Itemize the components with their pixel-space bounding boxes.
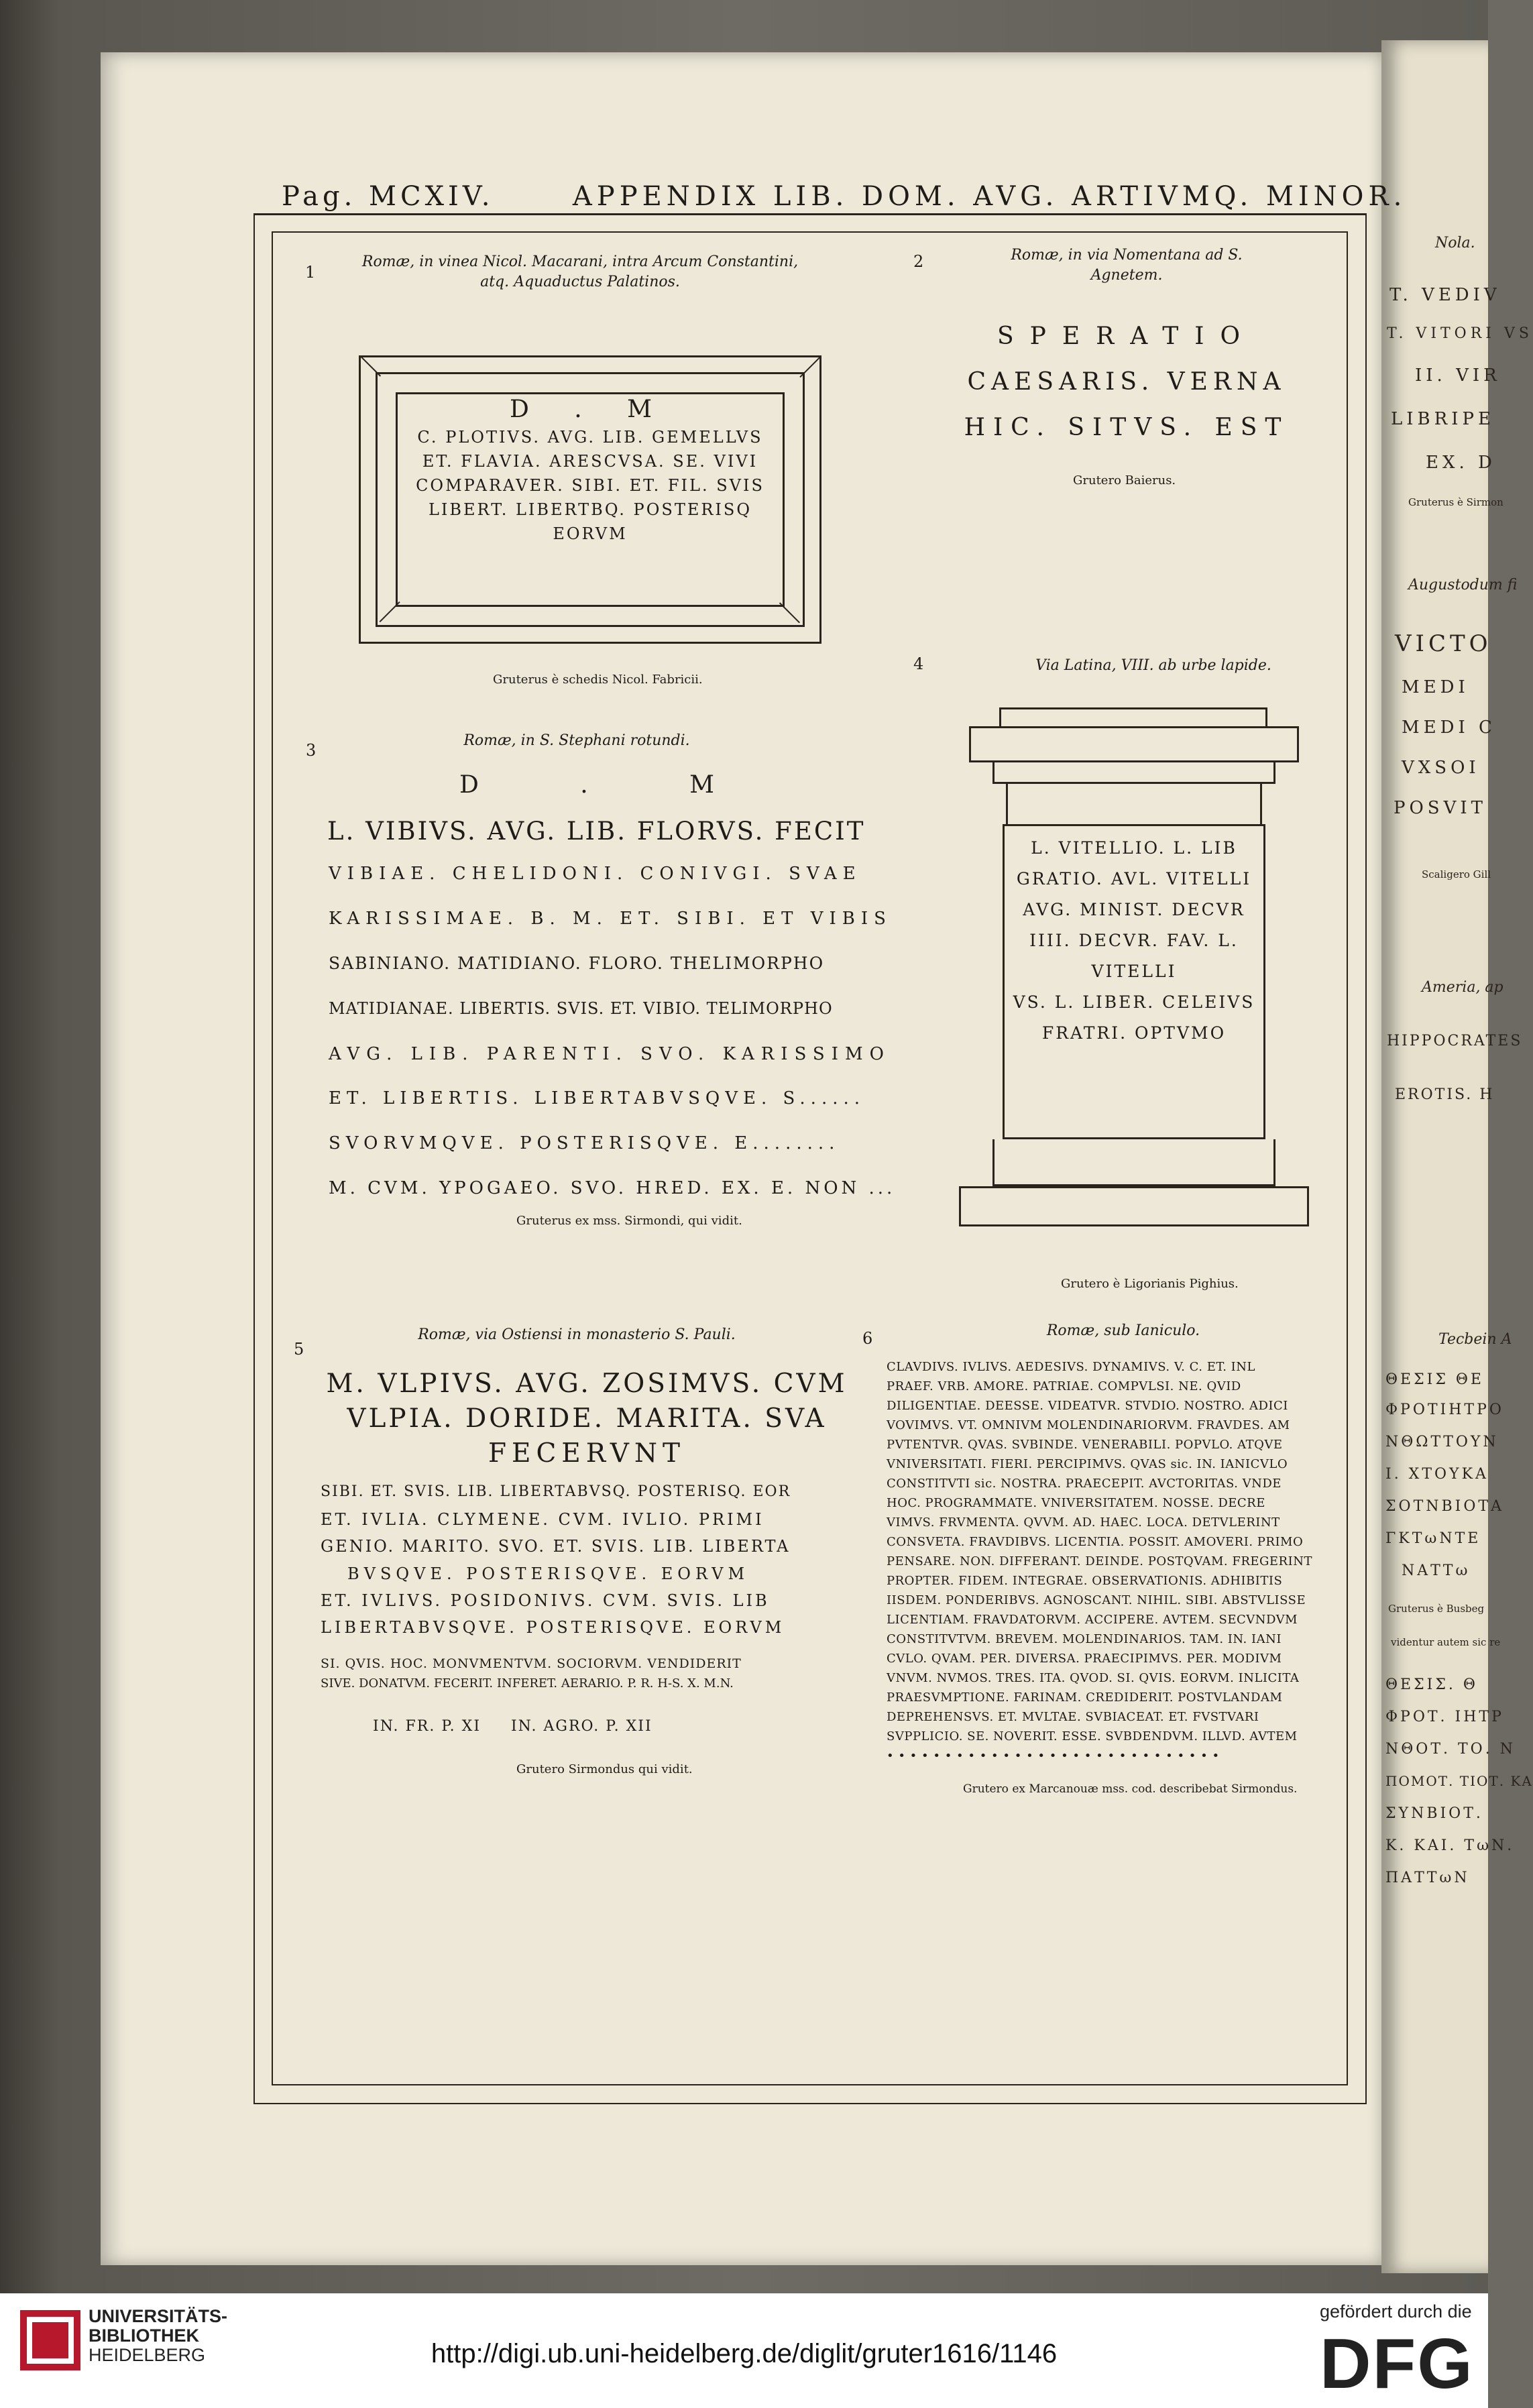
facing-line: VXSOI <box>1402 758 1480 778</box>
inscription-line: CVLO. QVAM. PER. DIVERSA. PRAECIPIMVS. PER. MODIVM <box>887 1652 1282 1666</box>
inscription-4-text <box>1005 833 1263 1049</box>
inscription-2-number: 2 <box>913 252 924 271</box>
inscription-line: PVTENTVR. QVAS. SVBINDE. VENERABILI. POPVLO. ATQVE <box>887 1438 1283 1452</box>
inscription-line: L. VITELLIO. L. LIB <box>1031 838 1237 858</box>
inscription-5-heading: Romæ, via Ostiensi in monasterio S. Pauli. <box>418 1326 736 1343</box>
inscription-line: FRATRI. OPTVMO <box>1041 1023 1227 1043</box>
pedestal-cap-top <box>999 707 1267 728</box>
inscription-line: LICENTIAM. FRAVDATORVM. ACCIPERE. AVTEM. SECVNDVM <box>887 1613 1298 1627</box>
inscription-1-credit: Gruterus è schedis Nicol. Fabricii. <box>493 673 703 687</box>
university-name-line: UNIVERSITÄTS- <box>89 2306 228 2326</box>
facing-line: POSVIT <box>1394 798 1487 818</box>
inscription-1-text <box>396 394 785 546</box>
facing-line: ΘΕΣΙΣ. Θ <box>1385 1676 1478 1693</box>
inscription-4-credit: Grutero è Ligorianis Pighius. <box>1061 1277 1239 1291</box>
inscription-line: CLAVDIVS. IVLIVS. AEDESIVS. DYNAMIVS. V. C. ET. INL <box>887 1360 1255 1374</box>
pedestal-base <box>959 1186 1309 1226</box>
facing-line: ΣΥΝΒΙΟΤ. <box>1385 1805 1483 1822</box>
inscription-4-heading: Via Latina, VIII. ab urbe lapide. <box>1035 657 1271 674</box>
inscription-2-text <box>925 314 1328 451</box>
inscription-line: SABINIANO. MATIDIANO. FLORO. THELIMORPHO <box>329 954 825 973</box>
inscription-line: M. VLPIVS. AVG. ZOSIMVS. CVM <box>326 1369 848 1399</box>
inscription-line: SIVE. DONATVM. FECERIT. INFERET. AERARIO. P. R. H-S. X. M.N. <box>321 1676 734 1690</box>
facing-line: Κ. ΚΑΙ. ΤωΝ. <box>1385 1837 1515 1854</box>
facing-line: T. VEDIV <box>1389 285 1501 305</box>
inscription-3-number: 3 <box>306 741 317 760</box>
inscription-line: COMPARAVER. SIBI. ET. FIL. SVIS <box>416 476 764 495</box>
inscription-line: C. PLOTIVS. AVG. LIB. GEMELLVS <box>417 428 763 447</box>
pedestal-cap <box>969 726 1299 762</box>
inscription-line: VIMVS. FRVMENTA. QVVM. AD. HAEC. LOCA. DETVLERINT <box>887 1515 1280 1530</box>
inscription-line: SVPPLICIO. SE. NOVERIT. ESSE. SVBDENDVM. ILLVD. AVTEM <box>887 1729 1298 1743</box>
inscription-line: AVG. MINIST. DECVR <box>1023 900 1245 919</box>
inscription-line: CONSVETA. FRAVDIBVS. LICENTIA. POSSIT. AMOVERI. PRIMO <box>887 1535 1304 1549</box>
inscription-6-credit: Grutero ex Marcanouæ mss. cod. describebat Sirmondus. <box>963 1782 1298 1796</box>
inscription-3-credit: Gruterus ex mss. Sirmondi, qui vidit. <box>516 1214 742 1228</box>
inscription-line: SIBI. ET. SVIS. LIB. LIBERTABVSQ. POSTERISQ. EOR <box>321 1483 791 1500</box>
inscription-line: LIBERT. LIBERTBQ. POSTERISQ <box>428 500 752 519</box>
facing-page <box>1381 40 1533 2273</box>
inscription-line: VLPIA. DORIDE. MARITA. SVA <box>347 1403 827 1434</box>
facing-line: ΝΘΟΤ. ΤΟ. Ν <box>1385 1741 1516 1758</box>
facing-heading-c: Ameria, ap <box>1422 979 1503 996</box>
facing-line: T. VITORI VS <box>1387 325 1533 342</box>
facing-line: ΘΕΣΙΣ ΘΕ <box>1385 1371 1484 1388</box>
facing-line: ΓΚΤωΝΤΕ <box>1385 1530 1481 1547</box>
facing-line: VICTO <box>1395 630 1492 657</box>
inscription-line: BVSQVE. POSTERISQVE. EORVM <box>347 1564 750 1583</box>
university-name-line: HEIDELBERG <box>89 2345 206 2365</box>
facing-line: II. VIR <box>1415 365 1501 386</box>
heading-line: atq. Aquaductus Palatinos. <box>480 274 680 290</box>
university-name-line: BIBLIOTHEK <box>89 2326 199 2346</box>
inscription-1-heading <box>322 252 838 292</box>
facing-credit: videntur autem sic re <box>1391 1636 1501 1648</box>
facing-credit: Gruterus è Sirmon <box>1408 496 1503 508</box>
inscription-line: ET. IVLIVS. POSIDONIVS. CVM. SVIS. LIB <box>321 1591 770 1610</box>
inscription-line: PRAEF. VRB. AMORE. PATRIAE. COMPVLSI. NE. QVID <box>887 1379 1241 1393</box>
inscription-2-credit: Grutero Baierus. <box>1073 473 1176 488</box>
inscription-5-title <box>308 1367 865 1471</box>
inscription-4-number: 4 <box>913 654 924 673</box>
inscription-5-measure: IN. FR. P. XI IN. AGRO. P. XII <box>373 1718 652 1735</box>
inscription-line: D . M <box>509 396 671 423</box>
heading-line: Romæ, in via Nomentana ad S. <box>1011 247 1243 264</box>
facing-line: Ι. ΧΤΟΥΚΑ <box>1385 1466 1489 1483</box>
inscription-line: PENSARE. NON. DIFFERANT. DEINDE. POSTQVAM. FREGERINT <box>887 1554 1312 1568</box>
inscription-line: DEPREHENSVS. ET. MVLTAE. SVBIACEAT. ET. FVSTVARI <box>887 1710 1259 1724</box>
inscription-line: IIII. DECVR. FAV. L. VITELLI <box>1029 931 1239 981</box>
inscription-3-heading: Romæ, in S. Stephani rotundi. <box>463 732 690 749</box>
page-number: Pag. MCXIV. <box>282 181 494 212</box>
inscription-6-text <box>887 1357 1343 1766</box>
inscription-line: VNIVERSITATI. FIERI. PERCIPIMVS. QVAS sic. IN. IANICVLO <box>887 1457 1288 1471</box>
facing-line: ΠΟΜΟΤ. ΤΙΟΤ. ΚΑ <box>1385 1773 1533 1789</box>
permalink-url[interactable]: http://digi.ub.uni-heidelberg.de/diglit/gruter1616/1146 <box>431 2339 1058 2368</box>
facing-line: EROTIS. H <box>1395 1086 1495 1103</box>
inscription-6-heading: Romæ, sub Ianiculo. <box>1046 1322 1200 1339</box>
inscription-line: HIC. SITVS. EST <box>964 414 1290 441</box>
inscription-5-number: 5 <box>294 1340 304 1359</box>
inscription-line: GRATIO. AVL. VITELLI <box>1016 869 1252 888</box>
facing-heading-d: Tecbein A <box>1438 1331 1512 1348</box>
facing-line: MEDI C <box>1402 718 1496 738</box>
facing-credit: Scaligero Gill <box>1422 868 1491 880</box>
inscription-line: GENIO. MARITO. SVO. ET. SVIS. LIB. LIBERTA <box>321 1537 791 1556</box>
facing-credit: Gruterus è Busbeg <box>1388 1603 1485 1615</box>
inscription-line: EORVM <box>553 524 628 543</box>
inscription-1-number: 1 <box>305 263 316 282</box>
inscription-line: FECERVNT <box>488 1438 686 1469</box>
heading-line: Agnetem. <box>1090 267 1163 284</box>
pedestal-lower <box>992 1139 1275 1186</box>
inscription-line: IISDEM. PONDERIBVS. AGNOSCANT. NIHIL. SIBI. ABSTVLISSE <box>887 1593 1306 1607</box>
inscription-line: • • • • • • • • • • • • • • • • • • • • • • • • • • • • • <box>887 1749 1220 1763</box>
facing-line: ΝΘΩΤΤΟΥΝ <box>1385 1434 1499 1450</box>
inscription-line: KARISSIMAE. B. M. ET. SIBI. ET VIBIS <box>329 909 892 929</box>
inscription-line: SVORVMQVE. POSTERISQVE. E........ <box>329 1133 840 1153</box>
inscription-line: SPERATIO <box>997 323 1257 350</box>
inscription-line: DILIGENTIAE. DEESSE. VIDEATVR. STVDIO. NOSTRO. ADICI <box>887 1399 1288 1413</box>
facing-line: LIBRIPE <box>1391 409 1495 429</box>
inscription-line: LIBERTABVSQVE. POSTERISQVE. EORVM <box>321 1618 785 1637</box>
inscription-line: VOVIMVS. VT. OMNIVM MOLENDINARIORVM. FRAVDES. AM <box>887 1418 1290 1432</box>
inscription-line: PRAESVMPTIONE. FARINAM. CREDIDERIT. POSTVLANDAM <box>887 1690 1283 1705</box>
inscription-line: L. VIBIVS. AVG. LIB. FLORVS. FECIT <box>327 817 866 846</box>
inscription-line: CAESARIS. VERNA <box>967 368 1286 396</box>
inscription-line: CONSTITVTVM. BREVEM. MOLENDINARIOS. TAM. IN. IANI <box>887 1632 1282 1646</box>
dfg-caption: gefördert durch die <box>1320 2301 1472 2321</box>
facing-line: ΦΡΟΤ. ΙΗΤΡ <box>1385 1709 1504 1725</box>
pedestal-neck <box>1006 784 1262 824</box>
heading-line: Romæ, in vinea Nicol. Macarani, intra Arcum Constantini, <box>361 253 799 270</box>
facing-line: HIPPOCRATES <box>1387 1033 1523 1049</box>
running-head <box>282 181 1406 212</box>
facing-line: ΠΑΤΤωΝ <box>1385 1870 1470 1886</box>
inscription-3-dm: D . M <box>459 771 762 799</box>
facing-heading-b: Augustodum fi <box>1408 577 1518 593</box>
pedestal-cap-bottom <box>992 762 1275 784</box>
inscription-line: SI. QVIS. HOC. MONVMENTVM. SOCIORVM. VENDIDERIT <box>321 1656 742 1671</box>
inscription-2-heading <box>939 245 1314 286</box>
inscription-line: ET. FLAVIA. ARESCVSA. SE. VIVI <box>422 452 758 471</box>
inscription-line: PROPTER. FIDEM. INTEGRAE. OBSERVATIONIS. ADHIBITIS <box>887 1574 1283 1588</box>
facing-line: ΦΡΟΤΙΗΤΡΟ <box>1385 1401 1504 1418</box>
dfg-logo: DFG <box>1320 2324 1474 2403</box>
facing-heading-nola: Nola. <box>1435 235 1475 251</box>
inscription-line: HOC. PROGRAMMATE. VNIVERSITATEM. NOSSE. DECRE <box>887 1496 1265 1510</box>
page-title: APPENDIX LIB. DOM. AVG. ARTIVMQ. MINOR. <box>572 181 1407 212</box>
inscription-line: CONSTITVTI sic. NOSTRA. PRAECEPIT. AVCTORITAS. VNDE <box>887 1477 1282 1491</box>
inscription-line: AVG. LIB. PARENTI. SVO. KARISSIMO <box>329 1044 891 1064</box>
facing-line: EX. D <box>1426 453 1496 473</box>
facing-line: ΝΑΤΤω <box>1402 1562 1471 1579</box>
inscription-line: ET. LIBERTIS. LIBERTABVSQVE. S...... <box>329 1088 866 1108</box>
facing-line: MEDI <box>1402 677 1469 697</box>
inscription-6-number: 6 <box>862 1329 873 1348</box>
inscription-line: MATIDIANAE. LIBERTIS. SVIS. ET. VIBIO. TELIMORPHO <box>329 999 833 1018</box>
inscription-5-credit: Grutero Sirmondus qui vidit. <box>516 1762 693 1776</box>
inscription-line: VNVM. NVMOS. TRES. ITA. QVOD. SI. QVIS. EORVM. INLICITA <box>887 1671 1300 1685</box>
inscription-line: VIBIAE. CHELIDONI. CONIVGI. SVAE <box>329 864 862 884</box>
inscription-line: ET. IVLIA. CLYMENE. CVM. IVLIO. PRIMI <box>321 1510 764 1529</box>
inscription-line: VS. L. LIBER. CELEIVS <box>1013 992 1255 1012</box>
facing-line: ΣΟΤΝΒΙΟΤΑ <box>1385 1498 1504 1515</box>
inscription-line: M. CVM. YPOGAEO. SVO. HRED. EX. E. NON ... <box>329 1178 896 1198</box>
